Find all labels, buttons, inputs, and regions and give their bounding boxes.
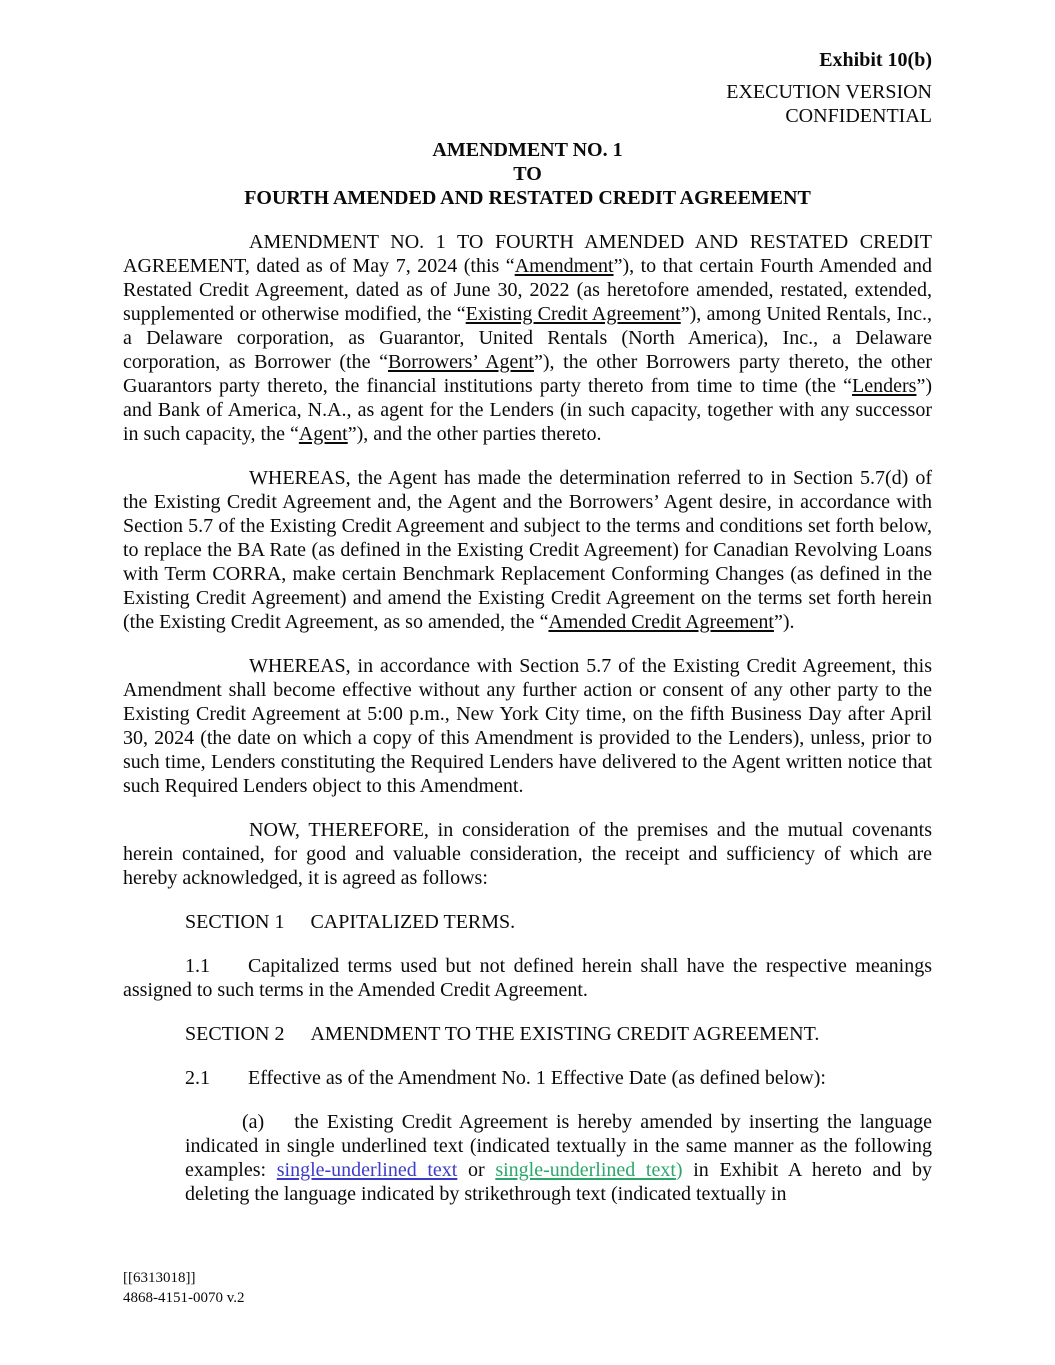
defined-term: single-underlined text bbox=[276, 1159, 458, 1181]
text-run: WHEREAS, in accordance with Section 5.7 of the Existing Credit Agreement, this Amendment shall become effective without any further action or consent of any other party to the Existing Credit Agreement at 5:00 p.m., New York City time, on the fifth Business Day after April 30, 2024 (the date on which a copy of this Amendment is provided to the Lenders), unless, prior to such time, Lenders constituting the Required Lenders have delivered to the Agent written notice that such Required Lenders object to this Amendment. bbox=[123, 655, 932, 797]
text-run: in Exhibit A hereto and by deleting the language indicated by strikethrough text (indicated textually in bbox=[185, 1159, 933, 1205]
text-run: ”), among United Rentals, Inc., a Delaware corporation, as Guarantor, United Rentals (North America), Inc., a Delaware corporation, as Borrower (the “ bbox=[123, 303, 933, 373]
defined-term: single-underlined text bbox=[495, 1159, 676, 1181]
title-line-1: AMENDMENT NO. 1 bbox=[432, 139, 623, 161]
text-run: AMENDMENT TO THE EXISTING CREDIT AGREEMENT. bbox=[310, 1023, 820, 1045]
defined-term: Amended Credit Agreement bbox=[548, 611, 774, 633]
document-title bbox=[123, 138, 932, 210]
title-line-2: TO bbox=[513, 163, 542, 185]
footer-doc-id: [[6313018]] bbox=[123, 1270, 196, 1286]
paragraph-body bbox=[123, 654, 932, 798]
paragraph-body bbox=[123, 230, 932, 446]
confidential-label: CONFIDENTIAL bbox=[785, 105, 932, 127]
text-run: ”), to that certain Fourth Amended and Restated Credit Agreement, dated as of June 30, 2022 (as heretofore amended, restated, extended, supplemented or otherwise modified, the “ bbox=[123, 255, 933, 325]
paragraph-body bbox=[123, 818, 932, 890]
text-run: Effective as of the Amendment No. 1 Effective Date (as defined below): bbox=[248, 1067, 826, 1089]
text-run: AMENDMENT NO. 1 TO FOURTH AMENDED AND RESTATED CREDIT AGREEMENT, dated as of May 7, 2024 (this “ bbox=[123, 231, 932, 277]
text-run: SECTION 1 bbox=[185, 911, 285, 933]
text-run: or bbox=[457, 1159, 496, 1181]
text-run: ”), and the other parties thereto. bbox=[347, 423, 602, 445]
title-line-3: FOURTH AMENDED AND RESTATED CREDIT AGREEMENT bbox=[244, 187, 811, 209]
paragraph-section bbox=[123, 1022, 932, 1046]
footer-version-number: 4868-4151-0070 v.2 bbox=[123, 1290, 245, 1306]
defined-term: Existing Credit Agreement bbox=[465, 303, 681, 325]
text-run: 2.1 bbox=[185, 1067, 210, 1089]
text-run: the Existing Credit Agreement is hereby amended by inserting the language indicated in single underlined text (indicated textually in the same manner as the following examples: bbox=[185, 1111, 932, 1181]
text-run: ”) and Bank of America, N.A., as agent for the Lenders (in such capacity, together with any successor in such capacity, the “ bbox=[123, 375, 932, 445]
execution-version-label: EXECUTION VERSION bbox=[726, 81, 932, 103]
document-body bbox=[123, 230, 932, 1206]
defined-term: Lenders bbox=[852, 375, 917, 397]
document-footer bbox=[123, 1268, 245, 1308]
text-run: ) bbox=[675, 1159, 683, 1181]
paragraph-sub bbox=[185, 1110, 932, 1206]
text-run: CAPITALIZED TERMS. bbox=[310, 911, 516, 933]
paragraph-section bbox=[123, 910, 932, 934]
paragraph-numbered bbox=[123, 954, 932, 1002]
text-run: 1.1 bbox=[185, 955, 210, 977]
paragraph-body bbox=[123, 466, 932, 634]
text-run: ”). bbox=[773, 611, 795, 633]
text-run: ”), the other Borrowers party thereto, the other Guarantors party thereto, the financial institutions party thereto from time to time (the “ bbox=[123, 351, 932, 397]
defined-term: Borrowers’ Agent bbox=[387, 351, 534, 373]
text-run: SECTION 2 bbox=[185, 1023, 285, 1045]
text-run: WHEREAS, the Agent has made the determination referred to in Section 5.7(d) of the Existing Credit Agreement and, the Agent and the Borrowers’ Agent desire, in accordance with Section 5.7 of the Existing Credit Agreement and subject to the terms and conditions set forth below, to replace the BA Rate (as defined in the Existing Credit Agreement) for Canadian Revolving Loans with Term CORRA, make certain Benchmark Replacement Conforming Changes (as defined in the Existing Credit Agreement) and amend the Existing Credit Agreement on the terms set forth herein (the Existing Credit Agreement, as so amended, the “ bbox=[123, 467, 932, 633]
exhibit-label: Exhibit 10(b) bbox=[819, 49, 932, 71]
paragraph-numbered bbox=[123, 1066, 932, 1090]
text-run: NOW, THEREFORE, in consideration of the premises and the mutual covenants herein contained, for good and valuable consideration, the receipt and sufficiency of which are hereby acknowledged, it is agreed as follows: bbox=[123, 819, 932, 889]
text-run: Capitalized terms used but not defined herein shall have the respective meanings assigned to such terms in the Amended Credit Agreement. bbox=[123, 955, 932, 1001]
defined-term: Agent bbox=[298, 423, 348, 445]
text-run: (a) bbox=[242, 1111, 265, 1133]
defined-term: Amendment bbox=[514, 255, 614, 277]
